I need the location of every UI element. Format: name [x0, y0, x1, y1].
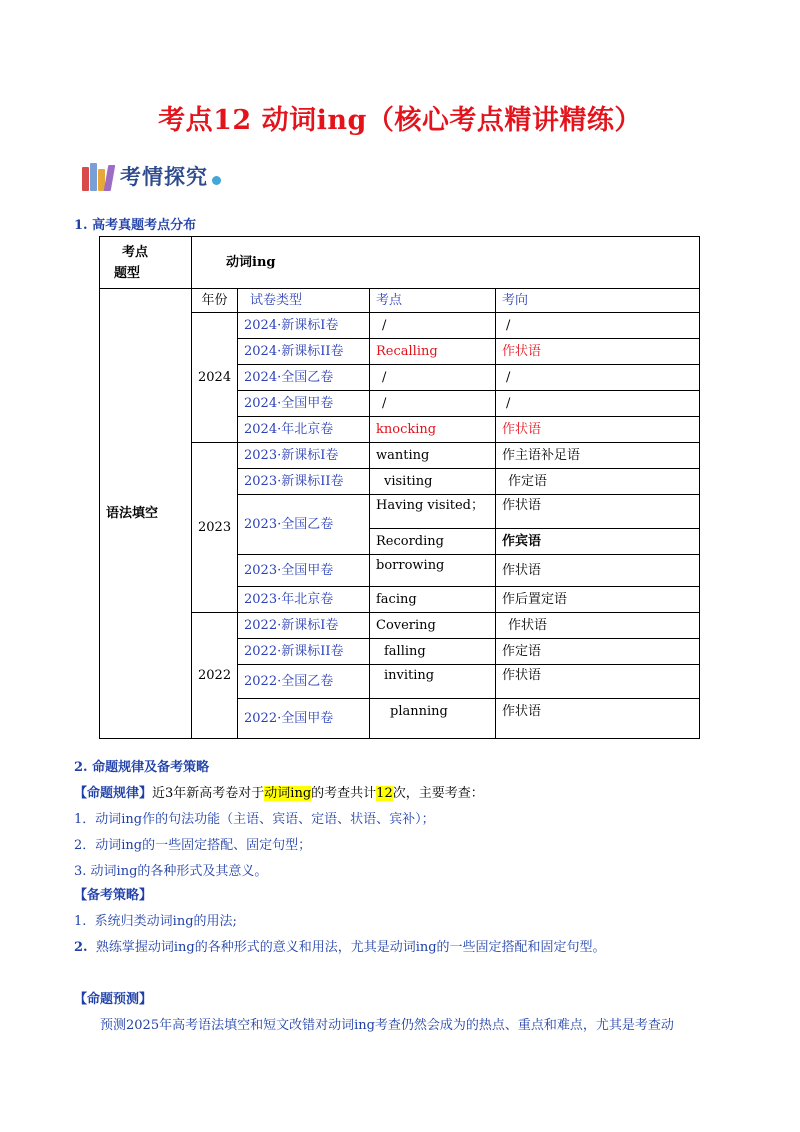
column-header-row — [100, 289, 700, 313]
strategy-item — [74, 936, 606, 955]
direction-cell: 作状语 — [496, 495, 700, 529]
year-cell: 2023 — [192, 443, 238, 613]
rule-item: 1．动词ing作的句法功能（主语、宾语、定语、状语、宾补）； — [74, 812, 435, 827]
point-cell: inviting — [370, 665, 496, 699]
direction-cell: 作状语 — [496, 417, 700, 443]
paper-cell: 2023·新课标II卷 — [238, 469, 370, 495]
point-cell: facing — [370, 587, 496, 613]
strategy-text: 系统归类动词ing的用法; — [94, 914, 237, 929]
paper-cell: 2022·新课标II卷 — [238, 639, 370, 665]
paper-cell: 2023·全国甲卷 — [238, 555, 370, 587]
direction-cell: 作后置定语 — [496, 587, 700, 613]
point-header: 考点 — [370, 289, 496, 313]
strategy-num: 1. — [74, 914, 87, 929]
paper-cell: 2024·新课标I卷 — [238, 313, 370, 339]
rule-highlight-1: 动词ing — [264, 786, 312, 801]
direction-cell: 作状语 — [496, 339, 700, 365]
corner-bottom-label: 题型 — [114, 265, 141, 281]
section1-heading: 1. 高考真题考点分布 — [74, 218, 197, 233]
rule-text-a: 近3年新高考卷对于 — [152, 786, 265, 801]
point-cell: knocking — [370, 417, 496, 443]
rule-text-b: 的考查共计 — [311, 786, 377, 801]
exam-distribution-table — [99, 236, 700, 739]
rule-highlight-2: 12 — [376, 786, 393, 801]
table-header-row — [100, 237, 700, 289]
direction-cell: 作定语 — [496, 469, 700, 495]
paper-header: 试卷类型 — [238, 289, 370, 313]
direction-cell: 作宾语 — [496, 529, 700, 555]
strategy-text: 熟练掌握动词ing的各种形式的意义和用法，尤其是动词ing的一些固定搭配和固定句型。 — [95, 940, 606, 955]
direction-cell: 作定语 — [496, 639, 700, 665]
direction-cell: 作状语 — [496, 555, 700, 587]
corner-cell — [100, 237, 192, 289]
books-icon — [80, 161, 118, 191]
point-cell: Having visited； — [370, 495, 496, 529]
direction-cell: 作状语 — [496, 665, 700, 699]
point-cell: Recalling — [370, 339, 496, 365]
banner-label: 考情探究 — [120, 165, 208, 189]
topic-cell: 动词ing — [192, 237, 700, 289]
paper-cell: 2023·全国乙卷 — [238, 495, 370, 555]
section-banner — [80, 158, 221, 194]
direction-cell: / — [496, 391, 700, 417]
rule-item: 3. 动词ing的各种形式及其意义。 — [74, 864, 268, 879]
paper-cell: 2024·全国甲卷 — [238, 391, 370, 417]
point-cell: wanting — [370, 443, 496, 469]
paper-cell: 2024·全国乙卷 — [238, 365, 370, 391]
year-cell: 2024 — [192, 313, 238, 443]
direction-header: 考向 — [496, 289, 700, 313]
paper-cell: 2022·全国甲卷 — [238, 699, 370, 739]
strategy-num: 2. — [74, 940, 88, 955]
rule-paragraph — [74, 782, 484, 801]
point-cell: visiting — [370, 469, 496, 495]
year-cell: 2022 — [192, 613, 238, 739]
point-cell: Recording — [370, 529, 496, 555]
direction-cell: 作状语 — [496, 699, 700, 739]
paper-cell: 2022·全国乙卷 — [238, 665, 370, 699]
strategy-item — [74, 910, 237, 929]
year-header: 年份 — [192, 289, 238, 313]
predict-tag: 【命题预测】 — [74, 992, 153, 1007]
direction-cell: 作状语 — [496, 613, 700, 639]
page-title: 考点12 动词ing（核心考点精讲精练） — [158, 105, 642, 136]
rule-text-c: 次，主要考查： — [392, 786, 484, 801]
predict-text: 预测2025年高考语法填空和短文改错对动词ing考查仍然会成为的热点、重点和难点，尤其是考查动 — [100, 1018, 674, 1033]
point-cell: planning — [370, 699, 496, 739]
dot-icon — [212, 176, 221, 185]
rule-item: 2．动词ing的一些固定搭配、固定句型； — [74, 838, 312, 853]
point-cell: / — [370, 391, 496, 417]
point-cell: falling — [370, 639, 496, 665]
direction-cell: 作主语补足语 — [496, 443, 700, 469]
category-cell: 语法填空 — [100, 289, 192, 739]
paper-cell: 2022·新课标I卷 — [238, 613, 370, 639]
paper-cell: 2024·年北京卷 — [238, 417, 370, 443]
paper-cell: 2023·新课标I卷 — [238, 443, 370, 469]
strategy-tag: 【备考策略】 — [74, 888, 153, 903]
paper-cell: 2024·新课标II卷 — [238, 339, 370, 365]
point-cell: / — [370, 365, 496, 391]
paper-cell: 2023·年北京卷 — [238, 587, 370, 613]
point-cell: Covering — [370, 613, 496, 639]
direction-cell: / — [496, 313, 700, 339]
section2-heading: 2. 命题规律及备考策略 — [74, 760, 210, 775]
rule-tag: 【命题规律】 — [74, 786, 153, 801]
point-cell: borrowing — [370, 555, 496, 587]
corner-top-label: 考点 — [122, 244, 149, 260]
direction-cell: / — [496, 365, 700, 391]
point-cell: / — [370, 313, 496, 339]
